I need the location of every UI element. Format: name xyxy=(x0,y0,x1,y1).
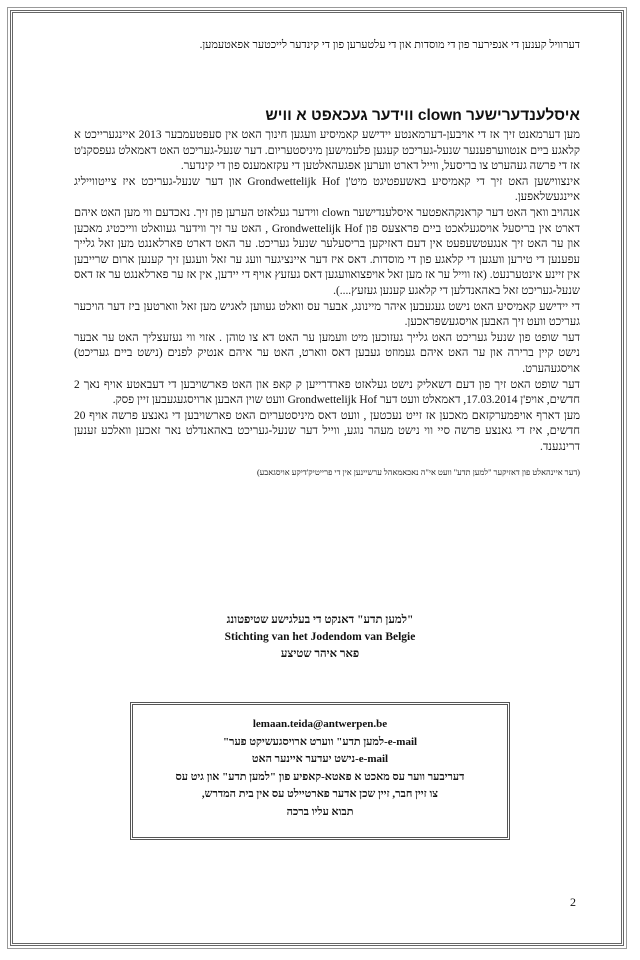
article-paragraph: דער שופט האט זיך פון דעם דשאליק נישט געלאזט פארדרייען ק קאפ און האט פארשויבען די דעבאטע אויף נאך 2 חדשים, אויפ'ן 17.03.2014, דאמאלט וועט דער Grondwettelijk Hof וועט שוין האבען ארויסגעגעבען זיין פסק. xyxy=(74,378,580,407)
contact-line: e-mail-למען תדע" ווערט ארויסגעשיקט פער" xyxy=(222,735,418,748)
article-title: איסלענדערישער clown ווידער געכאפט א וויש xyxy=(265,107,580,124)
article-paragraph: מען דערמאנט זיך אז די אויבען-דערמאנטע יידישע קאמיסיע וועגען חינוך האט אין סעפטעמבער 2013 איינגערייכט א קלאגע ביים אנטווערפענער שנעל-געריכט קעגען פלעמישען מיניסטעריום. דער שנעל-געריכט האט דאמאלט געפסקנ'ט אז די פרשה געהערט צו בריסעל, ווייל דארט ווערען אפגעהאלטען די עקזאמענס פון די קינדער. xyxy=(74,129,580,173)
article-paragraph: אנהויב וואך האט דער קראנקהאפטער איסלענדישער clown ווידער געלאזט הערען פון זיך. נאכדעם ווי מען האט איהם דארט אין בריסעל אויסגעלאכט ביים פראצעס פון Grondwettelijk Hof , האט ער זיך ווידער געוואלט ווייכטיג מאכען און ער האט זיך אנגעטשעפעט אין דעם דאזיקען בריסעלער שנעל געריכט. ער האט דארט פארלאנגט מען זאל גלייך עפענען די טירען וועגען די קלאגע פון די מוסדות. דאס איז דער איינציגער וועג ער זאל וועגען זיך קענען ארום שרייבען אין זיינע אינטערנעט. (אז ווייל ער אז מען זאל אויפצואוועגען דאס געזעץ אויף די יידען, אין אז ער פארלאנגט ער אז דאס שנעל-געריכט זאל באהאנדלען די קלאגע קענען געזעץ....). xyxy=(74,206,580,297)
contact-line: e-mail-נישט יעדער איינער האט xyxy=(251,753,389,765)
article-body xyxy=(74,128,580,455)
foundation-thanks xyxy=(170,612,470,663)
foundation-support-line: פאר איהר שטיצע xyxy=(280,648,360,660)
main-content xyxy=(74,38,580,478)
contact-line: דעריבער ווער עס מאכט א פאטא-קאפיע פון "למען תדע" און גיט עס xyxy=(175,770,465,783)
page-number: 2 xyxy=(570,895,576,909)
top-line: דערוויל קענען די אנפירער פון די מוסדות און די עלטערען פון די קינדער לייכטער אפאטעמען. xyxy=(199,39,580,51)
article-paragraph: דער שופט פון שנעל געריכט האט גלייך געזוכען מיט וועמען ער האט דא צו טוהן . אזוי ווי געזעצליך האט ער אבער נישט קיין ברירה און ער האט איהם געמוזט געבען דאס ווארט, האט ער איהם אנטיק לפנים (נישט ביים געריכט) אויסגעהערט. xyxy=(74,331,580,375)
contact-blessing: תבוא עליו ברכה xyxy=(286,805,354,818)
article-paragraph: אינצווישען האט זיך די קאמיסיע באשעפטיגט מיט'ן Grondwettelijk Hof און דער שנעל-געריכט איז צייטווייליג איינגעשלאפען. xyxy=(74,175,580,204)
foundation-thanks-line: "למען תדע" דאנקט די בעלגישע שטיפטונג xyxy=(226,614,414,626)
foundation-name: Stichting van het Jodendom van Belgie xyxy=(224,631,416,643)
email-link[interactable]: lemaan.teida@antwerpen.be xyxy=(252,718,388,730)
source-note: (דער איינהאלט פון דאזיקער "למען תדע" וועט אי"ה נאכאמאהל ערשיינען אין די פרייטיק'דיקע אויסגאבע) xyxy=(256,468,580,478)
article-paragraph: מען דארף אויפמערקזאם מאכען אז זייט נעכטען , וועט דאס מיניסטעריום האט פארשויבען די גאנצע פרשה אויף 20 חדשים, איז די גאנצע פרשה סיי ווי נישט מעהר נוגע, ווייל דער שנעל-געריכט באהאנדלט נאר זאכען וואלכע זענען דרינגענד. xyxy=(74,409,580,453)
contact-box xyxy=(130,702,510,840)
article-paragraph: די יידישע קאמיסיע האט נישט געגעבען איהר מיינונג, אבער עס וואלט געווען לאגיש מען זאל ווארטען ביז דער הויכער געריכט וועט זיך האבען אויסגעשפראכען. xyxy=(74,300,580,329)
contact-line: צו זיין חבר, זיין שכן אדער פארטיילט עס אין בית המדרש, xyxy=(201,788,439,800)
